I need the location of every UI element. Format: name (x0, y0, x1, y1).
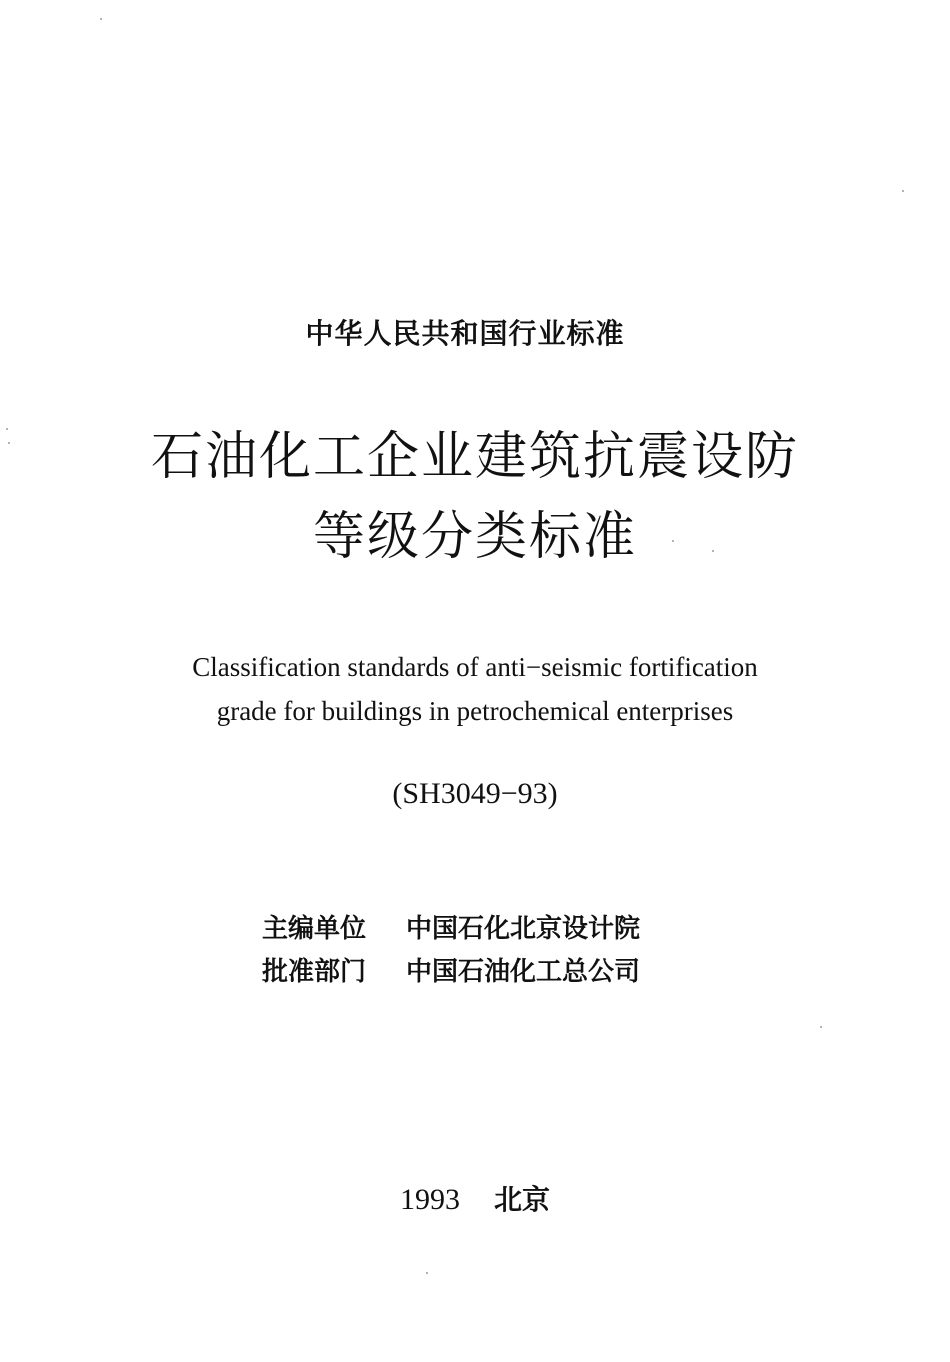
publication-year: 1993 (399, 1183, 460, 1216)
editor-label: 主编单位 (262, 914, 367, 944)
scan-speck (426, 1272, 428, 1274)
approver-row (262, 951, 640, 988)
scan-speck (6, 428, 8, 430)
title-chinese-line-2: 等级分类标准 (312, 507, 637, 567)
scan-speck (820, 1026, 822, 1028)
scan-speck (100, 18, 102, 20)
editor-row (262, 908, 640, 945)
title-english-line-2: grade for buildings in petrochemical enterprises (216, 696, 734, 726)
title-english-line-1: Classification standards of anti−seismic fortification (192, 652, 758, 682)
scan-speck (712, 550, 714, 552)
editor-value: 中国石化北京设计院 (406, 914, 641, 944)
scan-speck (902, 190, 904, 192)
publication-city: 北京 (493, 1183, 550, 1216)
scan-speck (672, 540, 674, 542)
approver-label: 批准部门 (262, 957, 367, 987)
scan-speck (8, 442, 10, 444)
publication-footer (0, 1178, 950, 1218)
standard-code: (SH3049−93) (392, 777, 558, 810)
approver-value: 中国石油化工总公司 (406, 957, 641, 987)
standard-series-heading: 中华人民共和国行业标准 (305, 317, 625, 350)
title-chinese-line-1: 石油化工企业建筑抗震设防 (150, 427, 799, 487)
